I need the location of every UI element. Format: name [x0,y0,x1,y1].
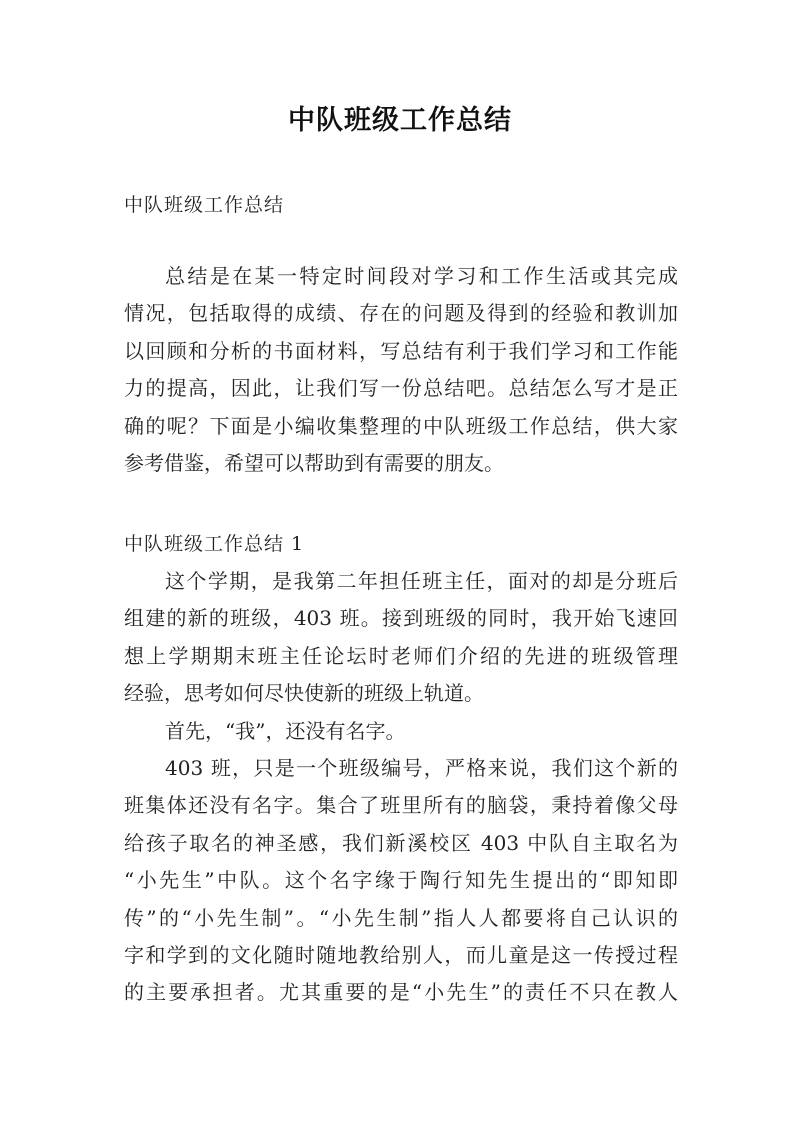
document-subtitle: 中队班级工作总结 [124,194,285,216]
body-line: 班集体还没有名字。集合了班里所有的脑袋，秉持着像父母 [124,793,678,818]
intro-line: 以回顾和分析的书面材料，写总结有利于我们学习和工作能 [124,338,678,363]
body-line: 首先，“我”，还没有名字。 [165,718,406,743]
intro-line: 参考借鉴，希望可以帮助到有需要的朋友。 [124,451,504,476]
intro-line: 确的呢？下面是小编收集整理的中队班级工作总结，供大家 [124,413,678,438]
body-line: 403 班，只是一个班级编号，严格来说，我们这个新的 [165,756,678,781]
document-title: 中队班级工作总结 [288,105,512,136]
section-heading: 中队班级工作总结 1 [124,533,305,555]
section-body [124,563,678,1012]
intro-line: 力的提高，因此，让我们写一份总结吧。总结怎么写才是正 [124,376,678,401]
body-line: “小先生”中队。这个名字缘于陶行知先生提出的“即知即 [124,868,678,893]
body-line: 想上学期期末班主任论坛时老师们介绍的先进的班级管理 [124,643,678,668]
body-line: 经验，思考如何尽快使新的班级上轨道。 [124,681,484,706]
body-line: 传”的“小先生制”。“小先生制”指人人都要将自己认识的 [124,905,678,930]
intro-paragraph [124,258,678,482]
body-line: 给孩子取名的神圣感，我们新溪校区 403 中队自主取名为 [124,830,678,855]
intro-line: 情况，包括取得的成绩、存在的问题及得到的经验和教训加 [124,301,678,326]
intro-line: 总结是在某一特定时间段对学习和工作生活或其完成 [165,264,678,288]
body-line: 组建的新的班级，403 班。接到班级的同时，我开始飞速回 [124,606,678,631]
body-line: 字和学到的文化随时随地教给别人，而儿童是这一传授过程 [124,943,678,968]
body-line: 的主要承担者。尤其重要的是“小先生”的责任不只在教人 [124,980,678,1005]
body-line: 这个学期，是我第二年担任班主任，面对的却是分班后 [165,569,678,593]
